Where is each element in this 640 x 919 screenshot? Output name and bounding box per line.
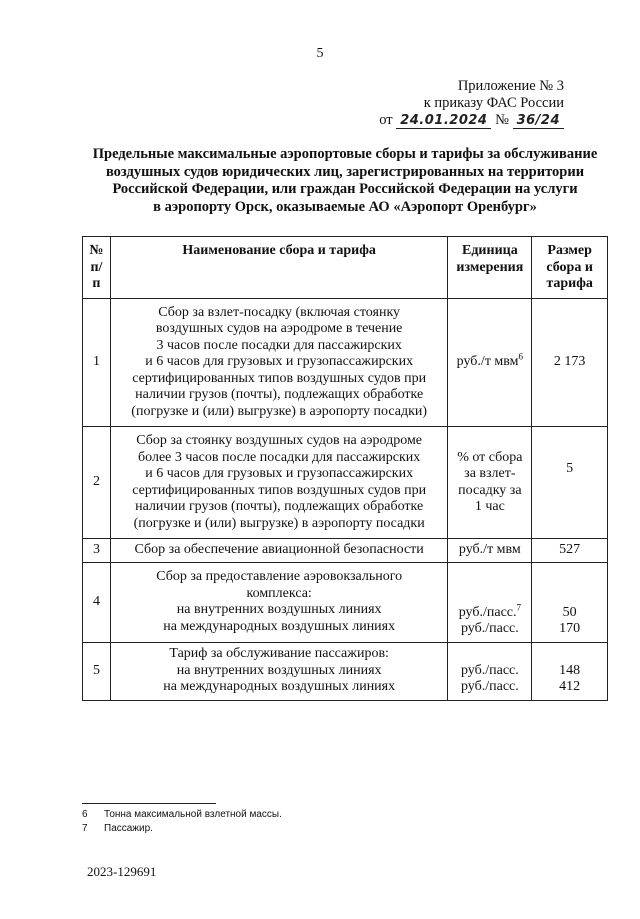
row-value <box>532 642 608 700</box>
table-row <box>83 427 608 539</box>
name-line: (погрузке и (или) выгрузке) в аэропорту посадки <box>133 515 425 531</box>
header-unit <box>448 237 532 299</box>
unit-line <box>452 601 527 622</box>
name-line: на внутренних воздушных линиях <box>176 602 382 617</box>
name-line: комплекса: <box>246 585 312 601</box>
handwritten-date: 24.01.2024 <box>396 113 491 129</box>
name-line: сертифицированных типов воздушных судов при <box>132 482 427 498</box>
row-name <box>110 562 448 642</box>
handwritten-order-number: 36/24 <box>513 113 564 129</box>
row-num: 5 <box>83 642 111 700</box>
title-line: воздушных судов юридических лиц, зарегистрированных на территории <box>105 163 585 180</box>
unit-line: 1 час <box>474 499 505 514</box>
row-value: 2 173 <box>532 299 608 427</box>
footnote <box>82 808 282 822</box>
footnote-ref: 6 <box>518 351 524 362</box>
footnote-text: Тонна максимальной взлетной массы. <box>104 809 282 820</box>
header-size-line2: сбора и <box>546 259 593 275</box>
appendix-line3 <box>379 112 564 129</box>
name-line: Тариф за обслуживание пассажиров: <box>169 646 389 662</box>
row-unit <box>448 299 532 427</box>
footnote-divider <box>82 803 216 804</box>
unit-text: руб./пасс. <box>458 604 517 620</box>
name-line: воздушных судов на аэродроме в течение <box>155 321 403 337</box>
name-line: 3 часов после посадки для пассажирских <box>156 337 402 353</box>
name-line: наличии грузов (почты), подлежащих обработке <box>135 387 424 403</box>
name-line: и 6 часов для грузовых и грузопассажирских <box>145 354 414 370</box>
header-name: Наименование сбора и тарифа <box>110 237 448 299</box>
footnote-text: Пассажир. <box>104 823 153 834</box>
row-name <box>110 299 448 427</box>
row-num: 3 <box>83 539 111 563</box>
name-line: на международных воздушных линиях <box>163 618 396 634</box>
row-name <box>110 642 448 700</box>
header-unit-line2: измерения <box>456 259 524 275</box>
unit-line: руб./пасс. <box>460 679 519 694</box>
title-line: Российской Федерации, или граждан Российской Федерации на услуги <box>112 181 578 197</box>
row-value: 527 <box>532 539 608 563</box>
name-line: Сбор за стоянку воздушных судов на аэродроме <box>136 433 423 448</box>
title-line: Предельные максимальные аэропортовые сборы и тарифы за обслуживание <box>92 146 598 162</box>
value-line: 148 <box>559 662 581 678</box>
row-value: 5 <box>532 427 608 539</box>
name-line: на внутренних воздушных линиях <box>176 662 382 678</box>
unit-line: руб./пасс. <box>460 662 519 678</box>
date-prefix: от <box>379 112 393 128</box>
row-unit: руб./т мвм <box>448 539 532 563</box>
header-size-line3: тарифа <box>546 276 593 291</box>
row-num: 4 <box>83 562 111 642</box>
footnote-number: 6 <box>82 809 88 820</box>
unit-line: посадку за <box>458 482 522 498</box>
header-size-line1: Размер <box>547 243 592 258</box>
document-registration-number: 2023-129691 <box>87 864 157 879</box>
value-line: 50 <box>562 604 577 620</box>
page-number: 5 <box>316 46 324 61</box>
appendix-line2: к приказу ФАС России <box>423 95 564 111</box>
table-row <box>83 562 608 642</box>
name-line: и 6 часов для грузовых и грузопассажирских <box>145 466 414 481</box>
table-row <box>83 642 608 700</box>
footnote <box>82 822 282 836</box>
row-num: 2 <box>83 427 111 539</box>
footnote-ref: 7 <box>516 601 521 612</box>
unit-line: % от сбора <box>457 449 523 465</box>
header-unit-line1: Единица <box>462 243 518 258</box>
name-line: наличии грузов (почты), подлежащих обработке <box>135 499 424 514</box>
fees-table <box>82 236 608 701</box>
name-line: (погрузке и (или) выгрузке) в аэропорту посадки) <box>131 403 428 419</box>
header-size <box>532 237 608 299</box>
name-line: на международных воздушных линиях <box>163 679 396 695</box>
appendix-header <box>379 78 564 129</box>
table-row <box>83 299 608 427</box>
footnote-number: 7 <box>82 823 88 834</box>
document-title <box>70 146 620 216</box>
unit-text: руб./т мвм <box>456 354 519 370</box>
header-num-line2: п/п <box>90 259 103 291</box>
header-num <box>83 237 111 299</box>
row-value <box>532 562 608 642</box>
row-unit <box>448 562 532 642</box>
row-unit <box>448 642 532 700</box>
value-line: 412 <box>559 679 581 694</box>
table-row <box>83 539 608 563</box>
name-line: Сбор за предоставление аэровокзального <box>156 569 403 584</box>
appendix-line1: Приложение № 3 <box>457 78 564 94</box>
table-header-row <box>83 237 608 299</box>
unit-line: за взлет- <box>464 466 516 481</box>
row-unit <box>448 427 532 539</box>
name-line: Сбор за взлет-посадку (включая стоянку <box>158 304 401 320</box>
row-name <box>110 427 448 539</box>
title-line: в аэропорту Орск, оказываемые АО «Аэропорт Оренбург» <box>153 198 537 215</box>
row-num: 1 <box>83 299 111 427</box>
number-prefix: № <box>495 112 509 128</box>
footnotes <box>82 808 282 836</box>
header-num-line1: № <box>89 243 104 258</box>
name-line: сертифицированных типов воздушных судов при <box>132 370 427 386</box>
unit-line: руб./пасс. <box>460 621 519 636</box>
name-line: более 3 часов после посадки для пассажирских <box>138 449 421 465</box>
row-name: Сбор за обеспечение авиационной безопасности <box>110 539 448 563</box>
value-line: 170 <box>559 621 581 636</box>
